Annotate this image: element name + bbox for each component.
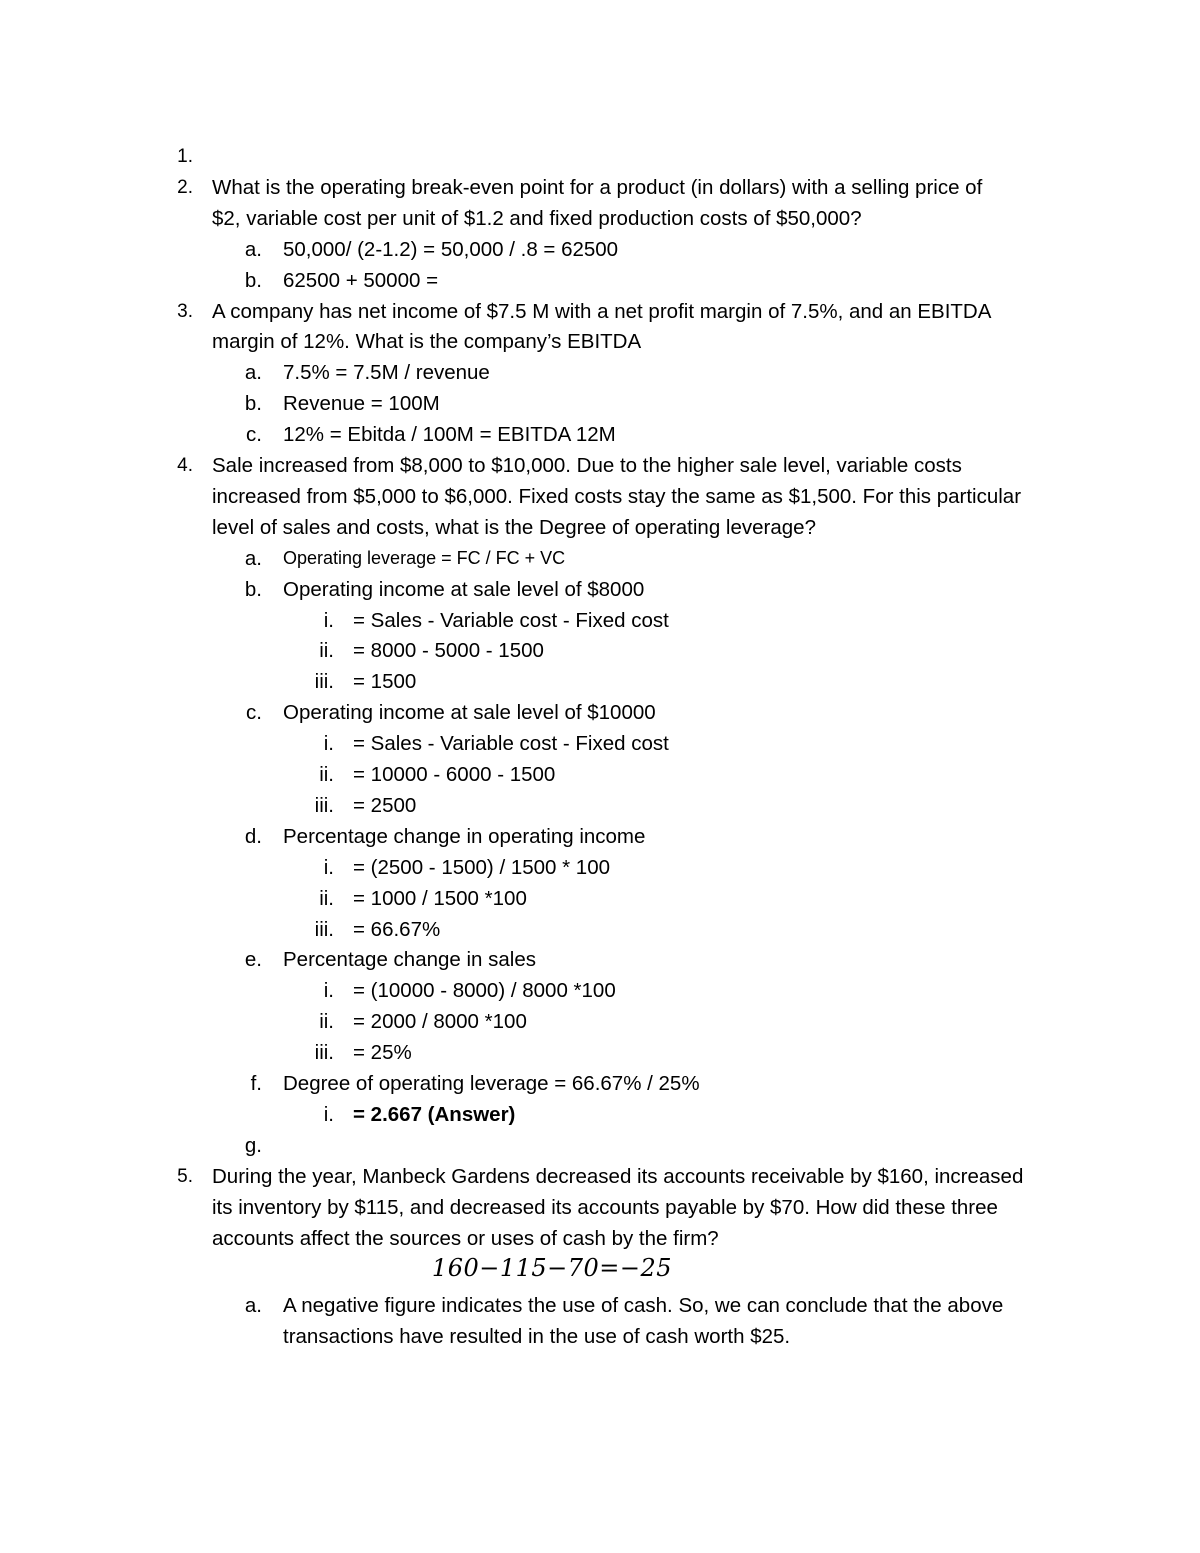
list-marker: ii. <box>319 1010 334 1034</box>
line-text: = 8000 - 5000 - 1500 <box>353 639 544 663</box>
line-text: Percentage change in operating income <box>283 824 646 848</box>
list-marker: f. <box>250 1072 262 1095</box>
list-marker: a. <box>244 237 262 261</box>
outline-line <box>0 172 1200 203</box>
line-text: 7.5% = 7.5M / revenue <box>283 361 490 385</box>
outline-line <box>0 1130 1200 1161</box>
list-marker: b. <box>244 577 262 601</box>
line-text: Revenue = 100M <box>283 392 440 416</box>
line-text: Operating income at sale level of $8000 <box>283 577 645 601</box>
outline-line <box>0 574 1200 605</box>
list-marker: c. <box>246 423 262 447</box>
line-text: During the year, Manbeck Gardens decreased its accounts receivable by $160, increased <box>212 1164 1024 1188</box>
outline-line <box>0 1099 1200 1130</box>
outline-line <box>0 265 1200 296</box>
line-text: = 10000 - 6000 - 1500 <box>353 763 556 786</box>
outline-line <box>0 450 1200 481</box>
list-marker: a. <box>244 1294 262 1318</box>
list-marker: i. <box>323 979 334 1003</box>
list-marker: i. <box>323 1102 334 1126</box>
line-text: $2, variable cost per unit of $1.2 and fixed production costs of $50,000? <box>212 206 862 230</box>
outline-line <box>0 141 1200 172</box>
outline-line <box>0 296 1200 327</box>
line-text: 50,000/ (2-1.2) = 50,000 / .8 = 62500 <box>283 237 619 261</box>
outline-line <box>0 697 1200 728</box>
list-marker: a. <box>244 546 262 570</box>
line-text: increased from $5,000 to $6,000. Fixed costs stay the same as $1,500. For this particular <box>212 484 1022 508</box>
outline-line <box>0 852 1200 883</box>
list-marker: iii. <box>314 670 334 694</box>
line-text: = (10000 - 8000) / 8000 *100 <box>353 979 616 1003</box>
list-marker: i. <box>323 608 334 632</box>
outline-line <box>0 1006 1200 1037</box>
line-text: Sale increased from $8,000 to $10,000. Due to the higher sale level, variable costs <box>212 454 962 477</box>
line-text: Operating income at sale level of $10000 <box>283 701 656 725</box>
list-marker: b. <box>244 268 262 292</box>
list-marker: iii. <box>314 1041 334 1065</box>
list-marker: ii. <box>319 639 334 663</box>
line-text: Operating leverage = FC / FC + VC <box>283 547 566 568</box>
outline-line <box>0 1037 1200 1068</box>
list-marker: e. <box>244 948 262 972</box>
outline-line <box>0 790 1200 821</box>
list-marker: c. <box>246 701 262 725</box>
list-marker: b. <box>244 392 262 416</box>
outline-line <box>0 203 1200 234</box>
outline-line <box>0 1223 1200 1254</box>
answer-text: = 2.667 (Answer) <box>353 1102 516 1126</box>
line-text: A negative figure indicates the use of cash. So, we can conclude that the above <box>283 1294 1004 1318</box>
outline-line <box>0 821 1200 852</box>
line-text: its inventory by $115, and decreased its accounts payable by $70. How did these three <box>212 1195 998 1219</box>
list-marker: a. <box>244 361 262 385</box>
line-text: level of sales and costs, what is the Degree of operating leverage? <box>212 515 816 539</box>
outline-line <box>0 512 1200 543</box>
outline-line <box>0 388 1200 419</box>
list-marker: ii. <box>319 886 334 910</box>
line-text: accounts affect the sources or uses of cash by the firm? <box>212 1226 719 1250</box>
outline-line <box>0 605 1200 636</box>
line-text: margin of 12%. What is the company’s EBITDA <box>212 330 642 354</box>
line-text: = Sales - Variable cost - Fixed cost <box>353 608 669 632</box>
line-text: = 2500 <box>353 793 417 817</box>
list-marker: ii. <box>319 763 334 786</box>
outline-line <box>0 944 1200 975</box>
outline-line <box>0 759 1200 790</box>
outline-line <box>0 481 1200 512</box>
outline-line <box>0 1068 1200 1099</box>
equation: 160−115−70=−25 <box>431 1254 673 1283</box>
line-text: = 66.67% <box>353 917 441 941</box>
outline-line <box>0 1192 1200 1223</box>
line-text: transactions have resulted in the use of cash worth $25. <box>283 1325 791 1349</box>
list-marker: 1. <box>177 146 193 167</box>
outline-line <box>0 234 1200 265</box>
outline-line <box>0 1161 1200 1192</box>
list-marker: d. <box>244 824 262 848</box>
outline-line <box>0 635 1200 666</box>
list-marker: i. <box>323 855 334 879</box>
line-text: = Sales - Variable cost - Fixed cost <box>353 732 669 756</box>
outline-line <box>0 666 1200 697</box>
line-text: 12% = Ebitda / 100M = EBITDA 12M <box>283 423 616 447</box>
line-text: Degree of operating leverage = 66.67% / 25% <box>283 1072 700 1095</box>
line-text: A company has net income of $7.5 M with a net profit margin of 7.5%, and an EBITDA <box>212 299 992 323</box>
outline-line <box>0 326 1200 357</box>
list-marker: iii. <box>314 917 334 941</box>
line-text: What is the operating break-even point for a product (in dollars) with a selling price of <box>212 175 983 199</box>
outline-line <box>0 1321 1200 1352</box>
outline-line <box>0 975 1200 1006</box>
line-text: = 1000 / 1500 *100 <box>353 886 527 910</box>
outline-line <box>0 419 1200 450</box>
outline-line <box>0 1290 1200 1321</box>
list-marker: g. <box>244 1133 262 1157</box>
line-text: = 1500 <box>353 670 417 694</box>
outline-line <box>0 883 1200 914</box>
list-marker: 2. <box>177 176 193 198</box>
list-marker: iii. <box>314 793 334 817</box>
line-text: 62500 + 50000 = <box>283 268 439 292</box>
list-marker: i. <box>323 732 334 756</box>
outline-line <box>0 543 1200 574</box>
line-text: = (2500 - 1500) / 1500 * 100 <box>353 855 611 879</box>
line-text: = 25% <box>353 1041 412 1065</box>
list-marker: 5. <box>177 1165 193 1187</box>
line-text: Percentage change in sales <box>283 948 537 972</box>
list-marker: 3. <box>177 300 193 322</box>
outline-line <box>0 914 1200 945</box>
list-marker: 4. <box>177 455 193 476</box>
outline-line <box>0 728 1200 759</box>
line-text: = 2000 / 8000 *100 <box>353 1010 527 1034</box>
outline-line <box>0 357 1200 388</box>
